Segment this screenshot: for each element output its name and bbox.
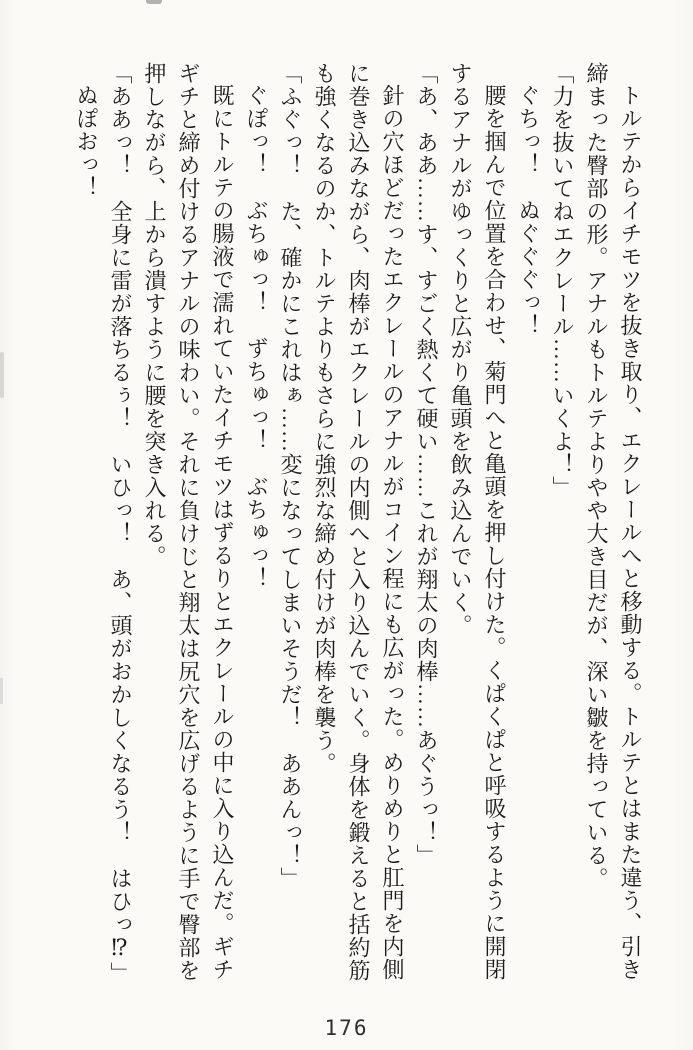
narration-paragraph: ぐぽっ！ ぶちゅっ！ ずちゅっ！ ぶちゅっ！ bbox=[244, 84, 269, 590]
dialogue-paragraph: 「ああっ！ 全身に雷が落ちるぅ！ いひっ！ あ、頭がおかしくなるう！ はひっ⁉」 bbox=[108, 62, 133, 985]
dialogue-paragraph: 「あ、ああ……す、すごく熱くて硬い……これが翔太の肉棒……あぐうっ！」 bbox=[414, 62, 439, 867]
narration-paragraph: ぐちっ！ ぬぐぐぐっ！ bbox=[516, 84, 541, 337]
dialogue-paragraph: 「力を抜いてねエクレール……いくよ！」 bbox=[550, 62, 575, 499]
scan-artifact bbox=[0, 352, 4, 398]
narration-paragraph: トルテからイチモツを抜き取り、エクレールへと移動する。トルテとはまた違う、引き締まった臀部の形。アナルもトルテよりやや大き目だが、深い皺を持っている。 bbox=[584, 62, 643, 981]
narration-paragraph: 針の穴ほどだったエクレールのアナルがコイン程にも広がった。めりめりと肛門を内側に巻き込みながら、肉棒がエクレールの内側へと入り込んでいく。身体を鍛えると括約筋も強くなるのか、トルテよりもさらに強烈な締め付けが肉棒を襲う。 bbox=[312, 62, 405, 982]
dialogue-paragraph: 「ふぐっ！ た、確かにこれはぁ……変になってしまいそうだ！ ああんっ！」 bbox=[278, 62, 303, 890]
scan-artifact bbox=[146, 0, 162, 4]
page-number: 176 bbox=[324, 1016, 369, 1040]
narration-paragraph: 腰を掴んで位置を合わせ、菊門へと亀頭を押し付けた。くぱくぱと呼吸するように開閉するアナルがゆっくりと広がり亀頭を飲み込んでいく。 bbox=[448, 62, 507, 981]
narration-paragraph: 既にトルテの腸液で濡れていたイチモツはずるりとエクレールの中に入り込んだ。ギチギチと締め付けるアナルの味わい。それに負けじと翔太は尻穴を広げるように手で臀部を押しながら、上から潰すように腰を突き入れる。 bbox=[142, 62, 235, 982]
scan-artifact bbox=[0, 678, 3, 704]
text-block bbox=[63, 62, 647, 986]
narration-paragraph: ぬぽおっ！ bbox=[74, 84, 99, 199]
